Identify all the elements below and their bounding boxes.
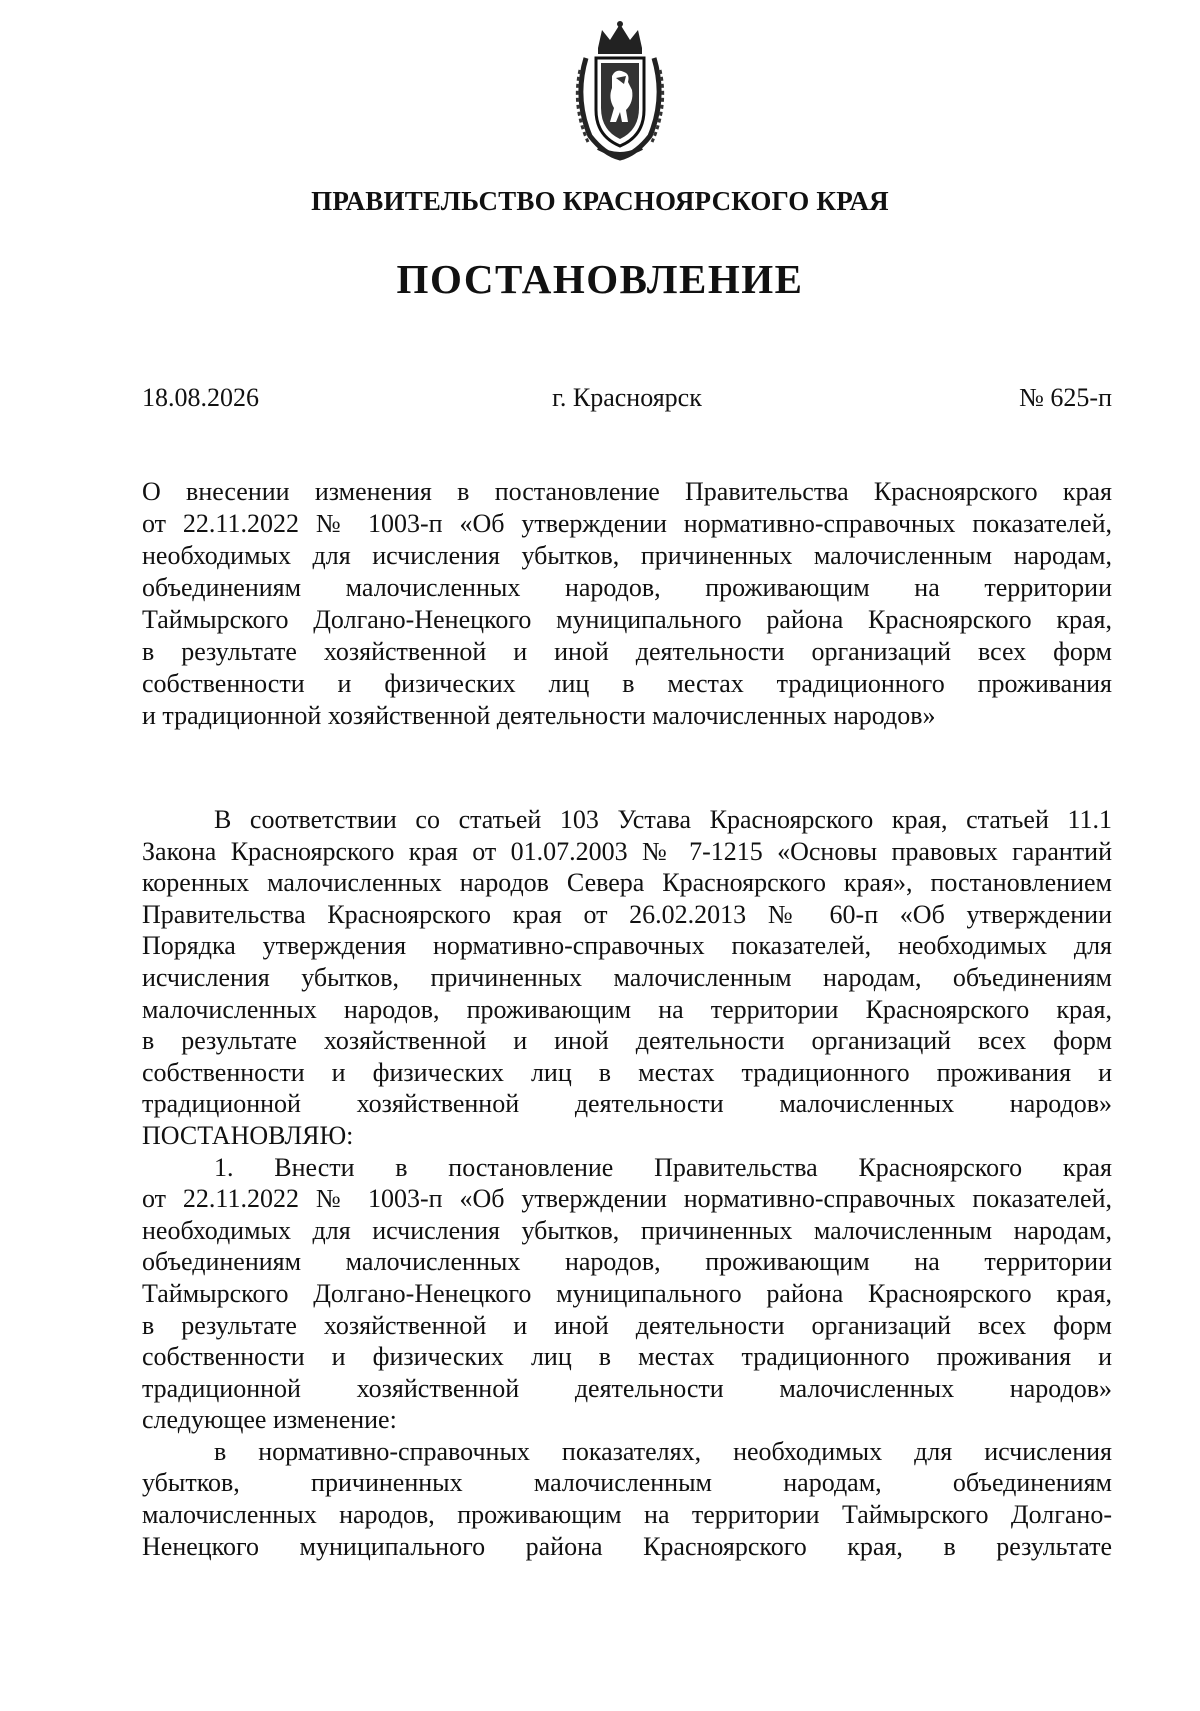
body-line: в результате хозяйственной и иной деятельности организаций всех форм bbox=[142, 1310, 1112, 1340]
body-line: в результате хозяйственной и иной деятельности организаций всех форм bbox=[142, 1026, 1112, 1056]
coat-of-arms-emblem bbox=[568, 18, 672, 162]
body-line: собственности и физических лиц в местах традиционного проживания и bbox=[142, 1057, 1112, 1087]
title-line: О внесении изменения в постановление Правительства Красноярского края bbox=[142, 477, 1112, 506]
body-line: малочисленных народов, проживающим на территории Красноярского края, bbox=[142, 994, 1112, 1024]
title-line: необходимых для исчисления убытков, причиненных малочисленным народам, bbox=[142, 541, 1112, 570]
resolution-word: ПОСТАНОВЛЯЮ: bbox=[142, 1120, 354, 1150]
body-line: традиционной хозяйственной деятельности малочисленных народов» bbox=[142, 1089, 1112, 1119]
title-line: собственности и физических лиц в местах традиционного проживания bbox=[142, 669, 1112, 698]
body-line: малочисленных народов, проживающим на территории Таймырского Долгано- bbox=[142, 1500, 1112, 1530]
document-city: г. Красноярск bbox=[552, 383, 702, 412]
body-line: от 22.11.2022 № 1003-п «Об утверждении нормативно-справочных показателей, bbox=[142, 1184, 1112, 1214]
body-line: следующее изменение: bbox=[142, 1405, 397, 1435]
document-meta-row bbox=[142, 383, 1112, 417]
document-number: № 625-п bbox=[1019, 383, 1112, 412]
body-line: убытков, причиненных малочисленным народам, объединениям bbox=[142, 1468, 1112, 1498]
body-line: Правительства Красноярского края от 26.02.2013 № 60-п «Об утверждении bbox=[142, 899, 1112, 929]
body-line: Таймырского Долгано-Ненецкого муниципального района Красноярского края, bbox=[142, 1278, 1112, 1308]
title-line: в результате хозяйственной и иной деятельности организаций всех форм bbox=[142, 637, 1112, 666]
organization-name: ПРАВИТЕЛЬСТВО КРАСНОЯРСКОГО КРАЯ bbox=[311, 186, 889, 216]
body-line: Порядка утверждения нормативно-справочных показателей, необходимых для bbox=[142, 931, 1112, 961]
document-date: 18.08.2026 bbox=[142, 383, 259, 412]
document-title bbox=[142, 476, 1112, 732]
body-line: в нормативно-справочных показателях, необходимых для исчисления bbox=[214, 1436, 1112, 1466]
item-1-line: 1. Внести в постановление Правительства Красноярского края bbox=[214, 1152, 1112, 1182]
body-line: собственности и физических лиц в местах традиционного проживания и bbox=[142, 1342, 1112, 1372]
body-line: Закона Красноярского края от 01.07.2003 № 7-1215 «Основы правовых гарантий bbox=[142, 836, 1112, 866]
title-line: объединениям малочисленных народов, проживающим на территории bbox=[142, 573, 1112, 602]
title-line: и традиционной хозяйственной деятельности малочисленных народов» bbox=[142, 701, 936, 730]
title-line: от 22.11.2022 № 1003-п «Об утверждении нормативно-справочных показателей, bbox=[142, 509, 1112, 538]
body-line: Ненецкого муниципального района Красноярского края, в результате bbox=[142, 1531, 1112, 1561]
body-line: В соответствии со статьей 103 Устава Красноярского края, статьей 11.1 bbox=[214, 805, 1112, 834]
body-line: традиционной хозяйственной деятельности малочисленных народов» bbox=[142, 1373, 1112, 1403]
document-body bbox=[142, 804, 1112, 1562]
body-line: исчисления убытков, причиненных малочисленным народам, объединениям bbox=[142, 962, 1112, 992]
title-line: Таймырского Долгано-Ненецкого муниципального района Красноярского края, bbox=[142, 605, 1112, 634]
document-type-heading: ПОСТАНОВЛЕНИЕ bbox=[396, 256, 804, 302]
body-line: объединениям малочисленных народов, проживающим на территории bbox=[142, 1247, 1112, 1277]
body-line: необходимых для исчисления убытков, причиненных малочисленным народам, bbox=[142, 1215, 1112, 1245]
body-line: коренных малочисленных народов Севера Красноярского края», постановлением bbox=[142, 868, 1112, 898]
